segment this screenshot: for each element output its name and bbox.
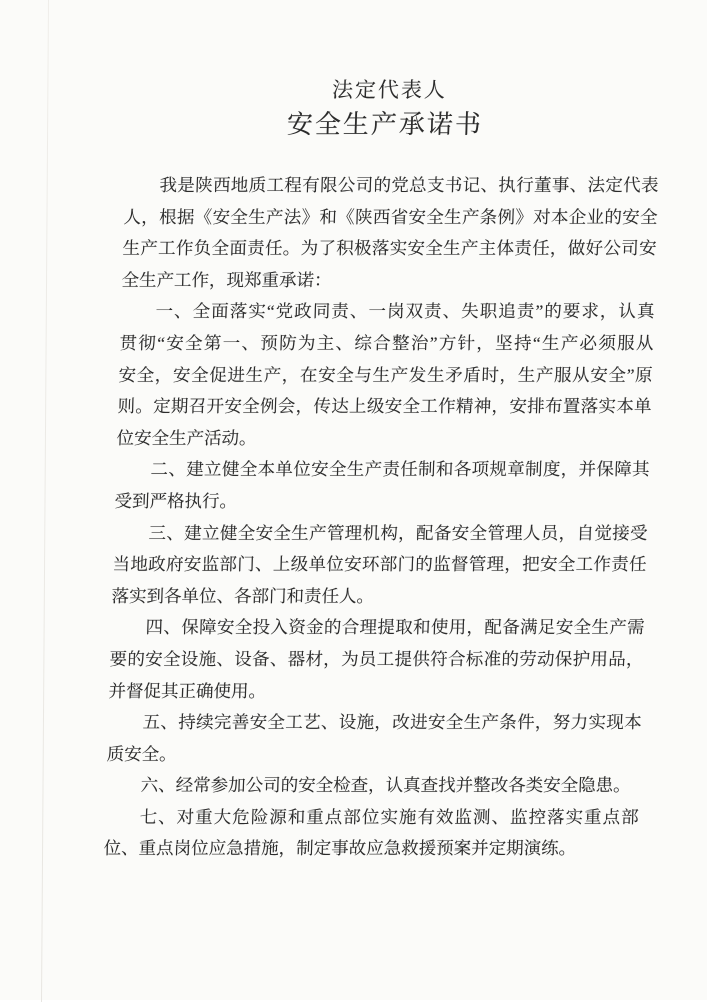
paragraph (105, 770, 640, 802)
text-line: 位安全生产活动。 (116, 427, 257, 448)
paragraph (121, 170, 659, 296)
text-line: 三、建立健全安全生产管理机构，配备安全管理人员，自觉接受 (148, 522, 648, 543)
text-line: 贯彻“安全第一、预防为主、综合整治”方针，坚持“生产必须服从 (119, 332, 654, 353)
text-line: 一、全面落实“党政同责、一岗双责、失职追责”的要求，认真 (155, 301, 655, 322)
text-line: 人，根据《安全生产法》和《陕西省安全生产条例》对本企业的安全 (123, 206, 658, 227)
text-line: 落实到各单位、各部门和责任人。 (111, 585, 375, 606)
text-line: 六、经常参加公司的安全检查，认真查找并整改各类安全隐患。 (140, 775, 631, 796)
text-line: 七、对重大危险源和重点部位实施有效监测、监控落实重点部 (139, 806, 639, 827)
text-line: 二、建立健全本单位安全生产责任制和各项规章制度，并保障其 (150, 459, 650, 480)
text-line: 位、重点岗位应急措施，制定事故应急救援预案并定期演练。 (103, 838, 577, 859)
text-line: 当地政府安监部门、上级单位安环部门的监督管理，把安全工作责任 (112, 554, 647, 575)
text-line: 我是陕西地质工程有限公司的党总支书记、执行董事、法定代表 (159, 175, 659, 195)
document-body (103, 170, 659, 865)
text-line: 则。定期召开安全例会，传达上级安全工作精神，安排布置落实本单 (117, 396, 652, 417)
text-line: 安全，安全促进生产，在安全与生产发生矛盾时，生产服从安全”原 (118, 364, 653, 385)
paragraph (111, 518, 648, 613)
document-content (103, 74, 662, 865)
scan-edge-line (41, 0, 49, 1002)
text-line: 要的安全设施、设备、器材，为员工提供符合标准的劳动保护用品， (109, 648, 644, 669)
paragraph (116, 296, 655, 454)
paragraph (103, 802, 639, 865)
paragraph (108, 612, 645, 707)
text-line: 五、持续完善安全工艺、设施，改进安全生产条件，努力实现本 (142, 712, 642, 733)
paragraph (114, 454, 650, 517)
text-line: 并督促其正确使用。 (108, 680, 267, 701)
text-line: 四、保障安全投入资金的合理提取和使用，配备满足安全生产需 (145, 617, 645, 638)
paragraph (106, 707, 642, 770)
document-subtitle: 法定代表人 (331, 78, 448, 102)
text-line: 质安全。 (106, 743, 177, 764)
text-line: 全生产工作，现郑重承诺： (121, 269, 332, 290)
text-line: 生产工作负全面责任。为了积极落实安全生产主体责任，做好公司安 (122, 238, 657, 259)
document-title: 安全生产承诺书 (286, 110, 484, 139)
text-line: 受到严格执行。 (114, 490, 238, 511)
